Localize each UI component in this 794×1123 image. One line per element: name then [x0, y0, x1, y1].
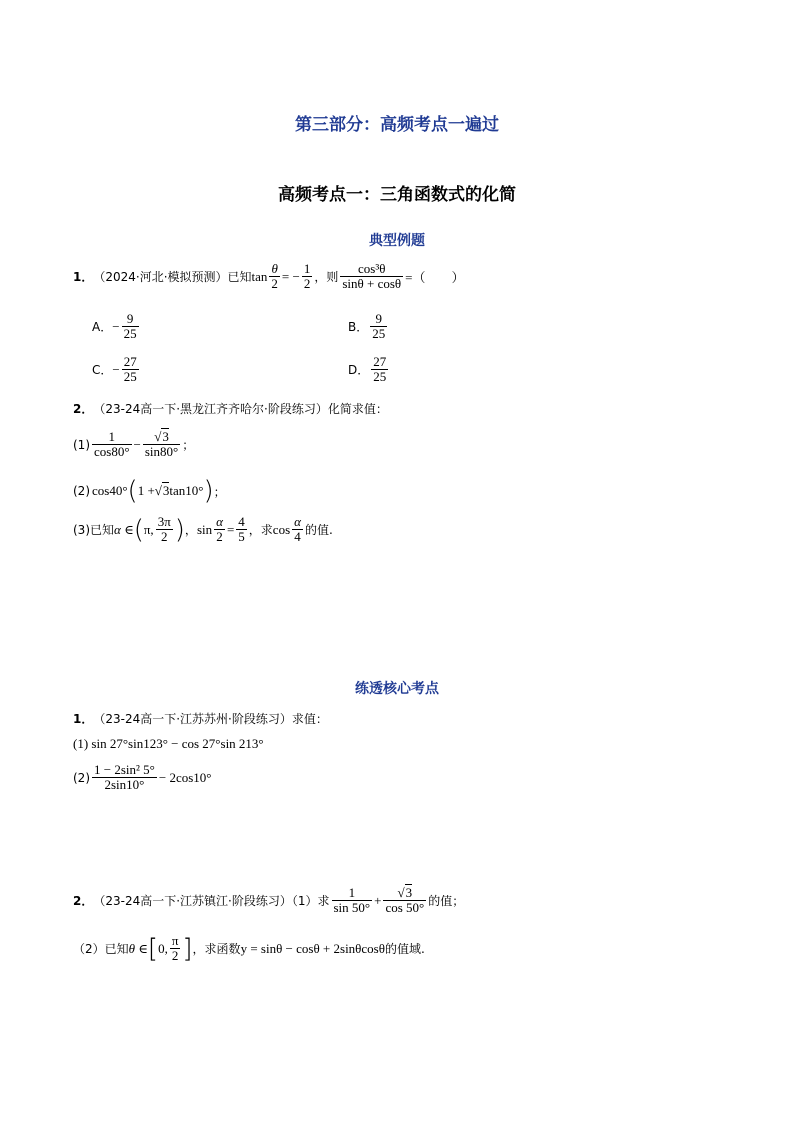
practice-1-part-1: (1) sin 27°sin123° − cos 27°sin 213° — [73, 736, 264, 751]
practice-1-question: 1． （23-24高一下·江苏苏州·阶段练习）求值： — [73, 712, 328, 726]
part-title: 第三部分：高频考点一遍过 — [295, 115, 499, 135]
theta-over-2: $\frac{\theta}{2}$ — [271, 261, 278, 291]
option-c: C． − $\frac{27}{25}$ — [92, 354, 137, 384]
practice-1-part-2: (2) $\frac{\text{1 − 2sin² 5°}}{2\sin 10^\circ}$ − 2cos10° — [73, 762, 212, 792]
example-2-part-3: (3)已知 α ∈ ( π, $\frac{3\pi}{2}$ ) ， sin $\frac{\alpha}{2}$ = $\frac{4}{5}$ ，求 cos $\frac{\alpha}{4}$ 的值. — [73, 514, 333, 545]
eq-neg: = − — [281, 268, 300, 284]
practice-2-part-2: （2）已知 θ ∈ [ 0, $\frac{\pi}{2}$ ] ，求函数 y = sinθ − cosθ + 2sinθcosθ 的值域. — [73, 933, 425, 964]
main-fraction: $\frac{\text{cos³θ}}{\sin\theta + \cos\theta}$ — [342, 261, 402, 291]
then-text: ，则 — [314, 270, 339, 284]
option-b: B． $\frac{9}{25}$ — [348, 311, 386, 341]
practice-2-question: 2． （23-24高一下·江苏镇江·阶段练习）（1）求 $\frac{1}{\sin 50^\circ}$ + $\frac{√3}{\cos 50^\circ}$ 的值； — [73, 885, 465, 915]
section-title: 高频考点一：三角函数式的化简 — [278, 185, 516, 205]
example-2-question: 2． （23-24高一下·黑龙江齐齐哈尔·阶段练习）化简求值： — [73, 402, 388, 416]
question-number: 1． — [73, 270, 94, 284]
option-d: D． $\frac{27}{25}$ — [348, 354, 387, 384]
example-2-part-1: (1) $\frac{1}{\cos 80^\circ}$ − $\frac{√3}{\sin 80^\circ}$ ； — [73, 429, 195, 459]
answer-blank: =（ ） — [405, 270, 465, 285]
question-source: （2024·河北·模拟预测）已知 — [93, 270, 252, 284]
tan-text: tan — [251, 268, 268, 284]
subsection-practice: 练透核心考点 — [355, 681, 439, 697]
option-a: A． − $\frac{9}{25}$ — [92, 311, 137, 341]
example-2-part-2: (2) cos40° ( 1 + √ 3 tan10° ) ； — [73, 476, 226, 506]
one-half: $\frac{1}{2}$ — [303, 261, 311, 291]
subsection-typical: 典型例题 — [369, 233, 425, 249]
example-1-question — [73, 262, 465, 291]
